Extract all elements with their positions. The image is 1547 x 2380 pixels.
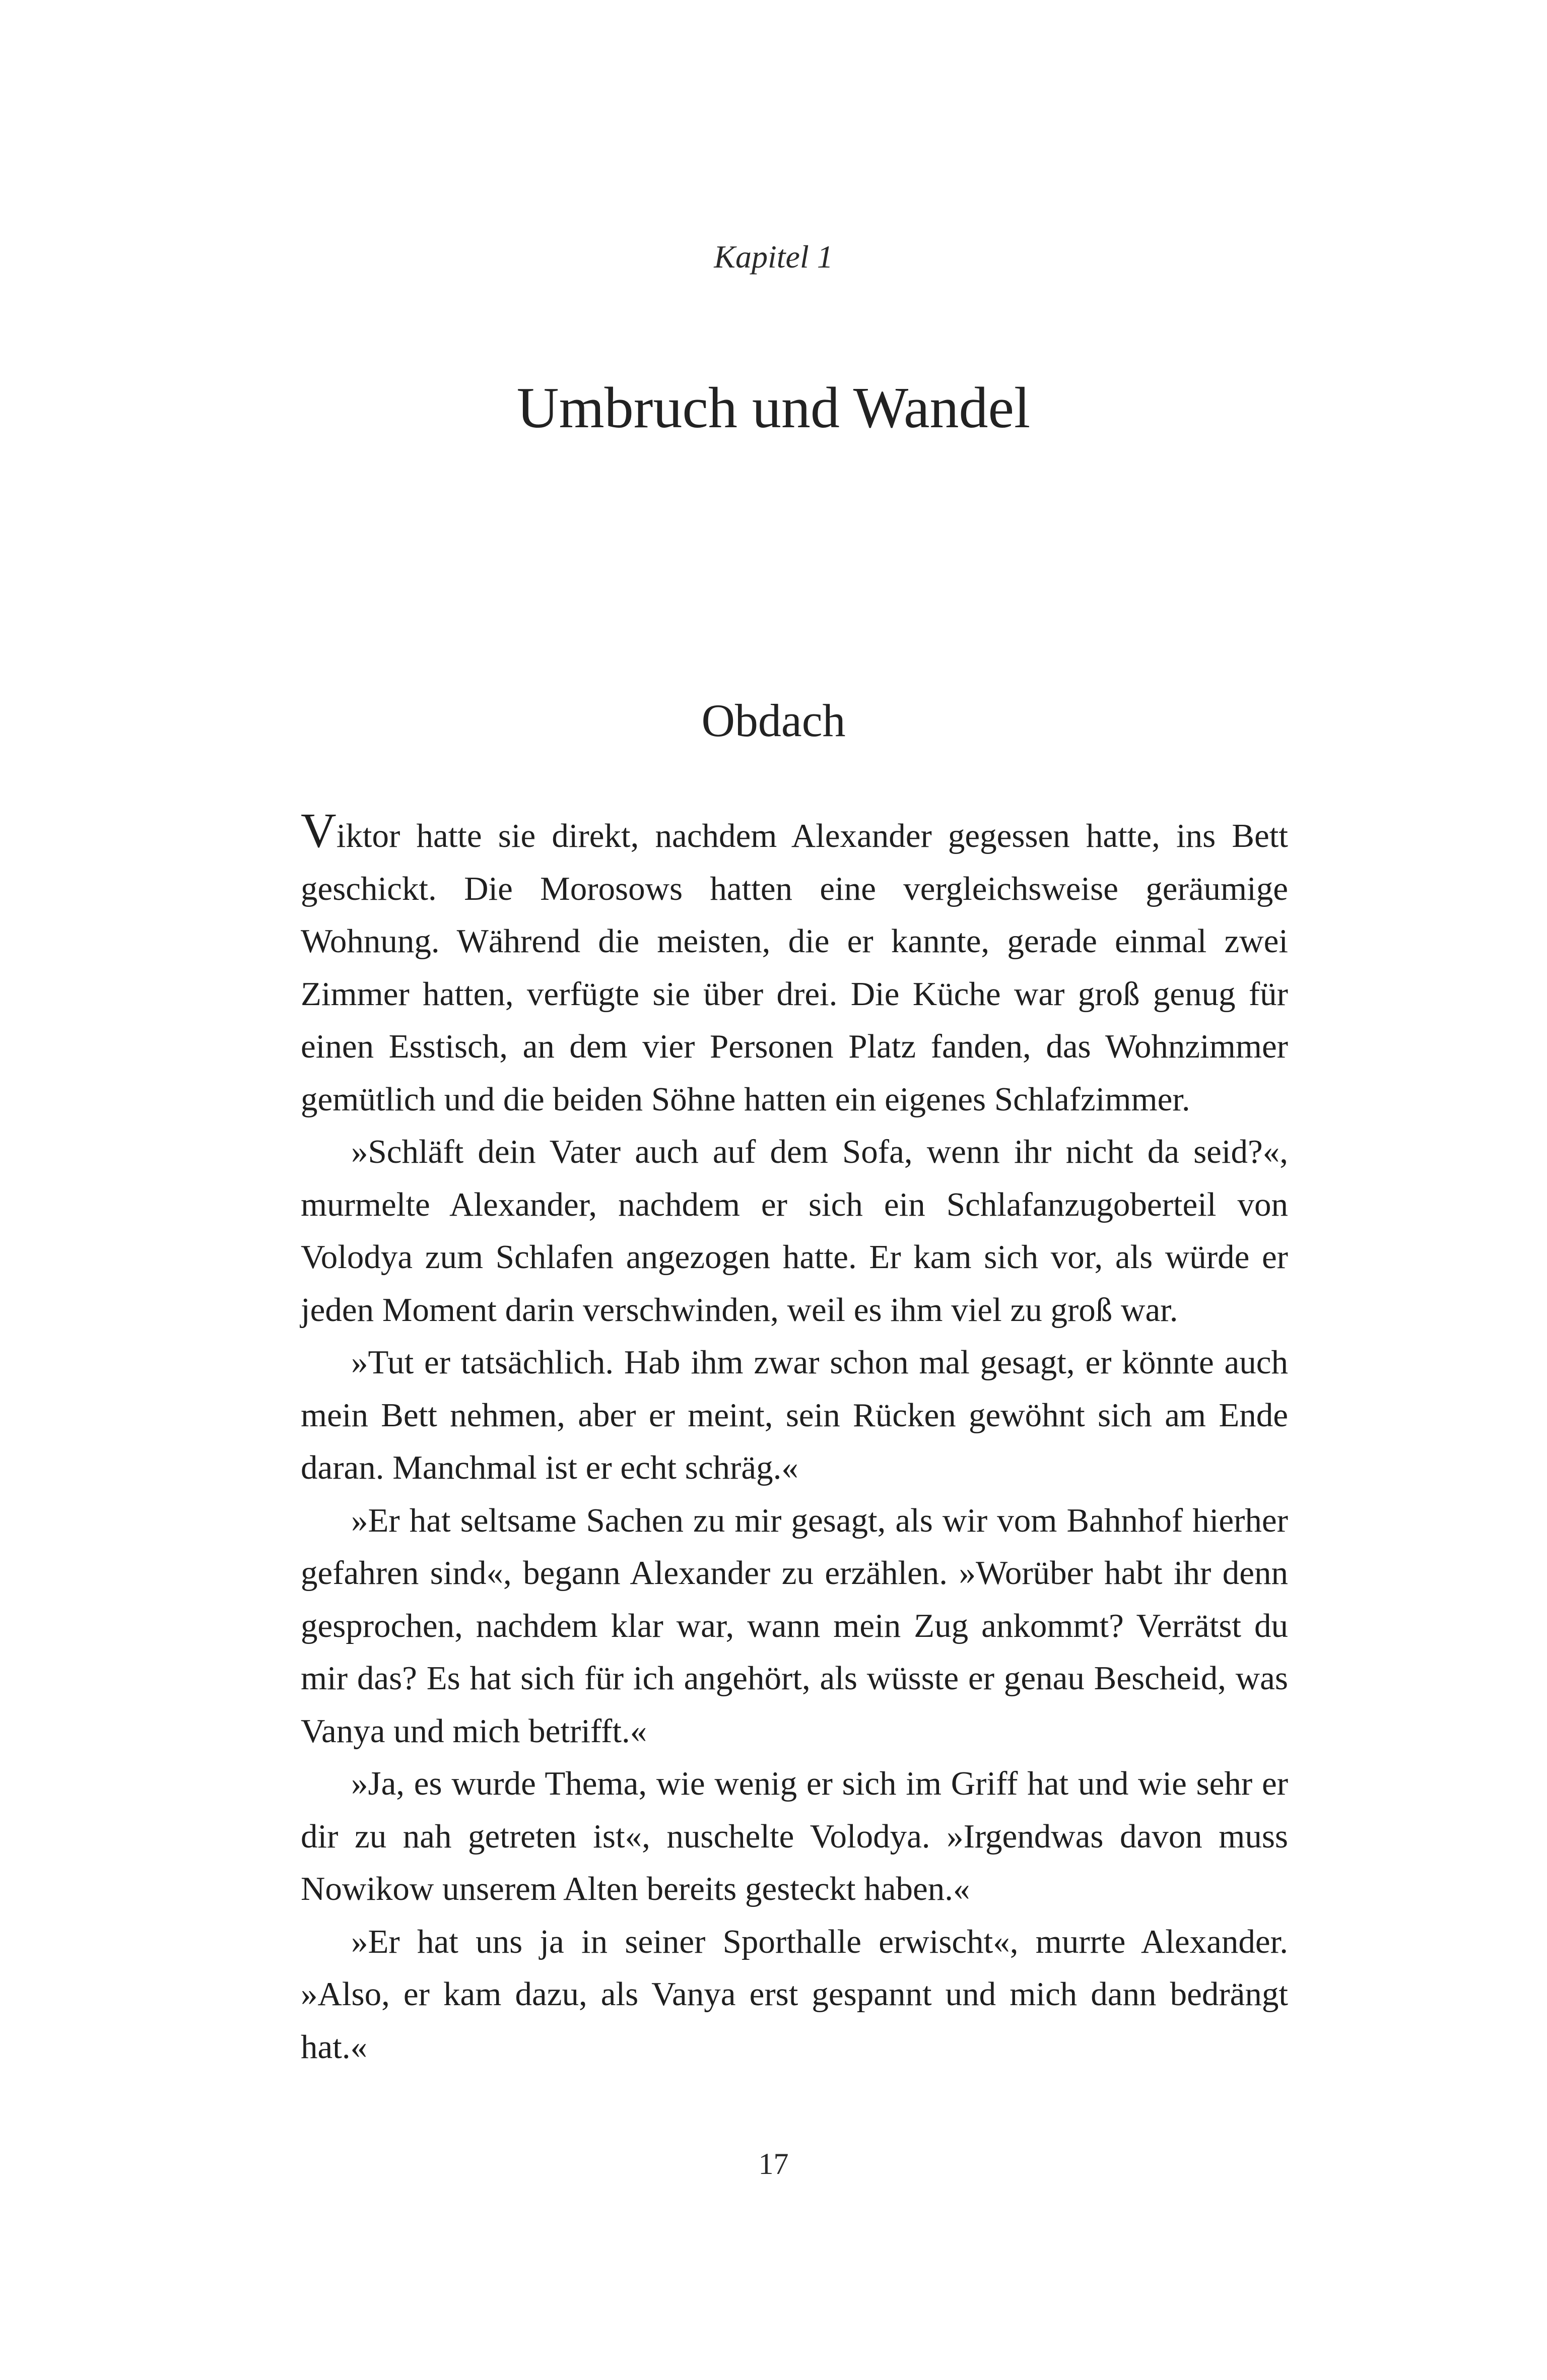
- page-number: 17: [758, 2147, 789, 2180]
- paragraph-4: »Er hat seltsame Sachen zu mir gesagt, als wir vom Bahnhof hierher gefahren sind«, begann Alexander zu erzählen. »Worüber habt ihr denn gesprochen, nachdem klar war, wann mein Zug ankommt? Verrätst du mir das? Es hat sich für ich angehört, als wüsste er genau Bescheid, was Vanya und mich betrifft.«: [301, 1501, 1288, 1750]
- section-title: Obdach: [701, 695, 846, 746]
- body-text: [301, 806, 1288, 2073]
- paragraph-6: »Er hat uns ja in seiner Sporthalle erwischt«, murrte Alexander. »Also, er kam dazu, als Vanya erst gespannt und mich dann bedrängt hat.«: [301, 1923, 1288, 2066]
- paragraph-3: »Tut er tatsächlich. Hab ihm zwar schon mal gesagt, er könnte auch mein Bett nehmen, aber er meint, sein Rücken gewöhnt sich am Ende daran. Manchmal ist er echt schräg.«: [301, 1344, 1288, 1486]
- initial-letter: V: [301, 804, 337, 858]
- chapter-title: Umbruch und Wandel: [516, 376, 1031, 440]
- paragraph-1: [301, 806, 1288, 1126]
- paragraph-text: iktor hatte sie direkt, nachdem Alexander gegessen hatte, ins Bett geschickt. Die Morosows hatten eine vergleichsweise geräumige Wohnung. Während die meisten, die er kannte, gerade einmal zwei Zimmer hatten, verfügte sie über drei. Die Küche war groß genug für einen Esstisch, an dem vier Personen Platz fanden, das Wohnzimmer gemütlich und die beiden Söhne hatten ein eigenes Schlafzimmer.: [301, 817, 1288, 1118]
- paragraph-2: »Schläft dein Vater auch auf dem Sofa, wenn ihr nicht da seid?«, murmelte Alexander, nachdem er sich ein Schlafanzugoberteil von Volodya zum Schlafen angezogen hatte. Er kam sich vor, als würde er jeden Moment darin verschwinden, weil es ihm viel zu groß war.: [301, 1133, 1288, 1329]
- paragraph-5: »Ja, es wurde Thema, wie wenig er sich im Griff hat und wie sehr er dir zu nah getreten ist«, nuschelte Volodya. »Irgendwas davon muss Nowikow unserem Alten bereits gesteckt haben.«: [301, 1765, 1288, 1907]
- chapter-label: Kapitel 1: [714, 239, 833, 275]
